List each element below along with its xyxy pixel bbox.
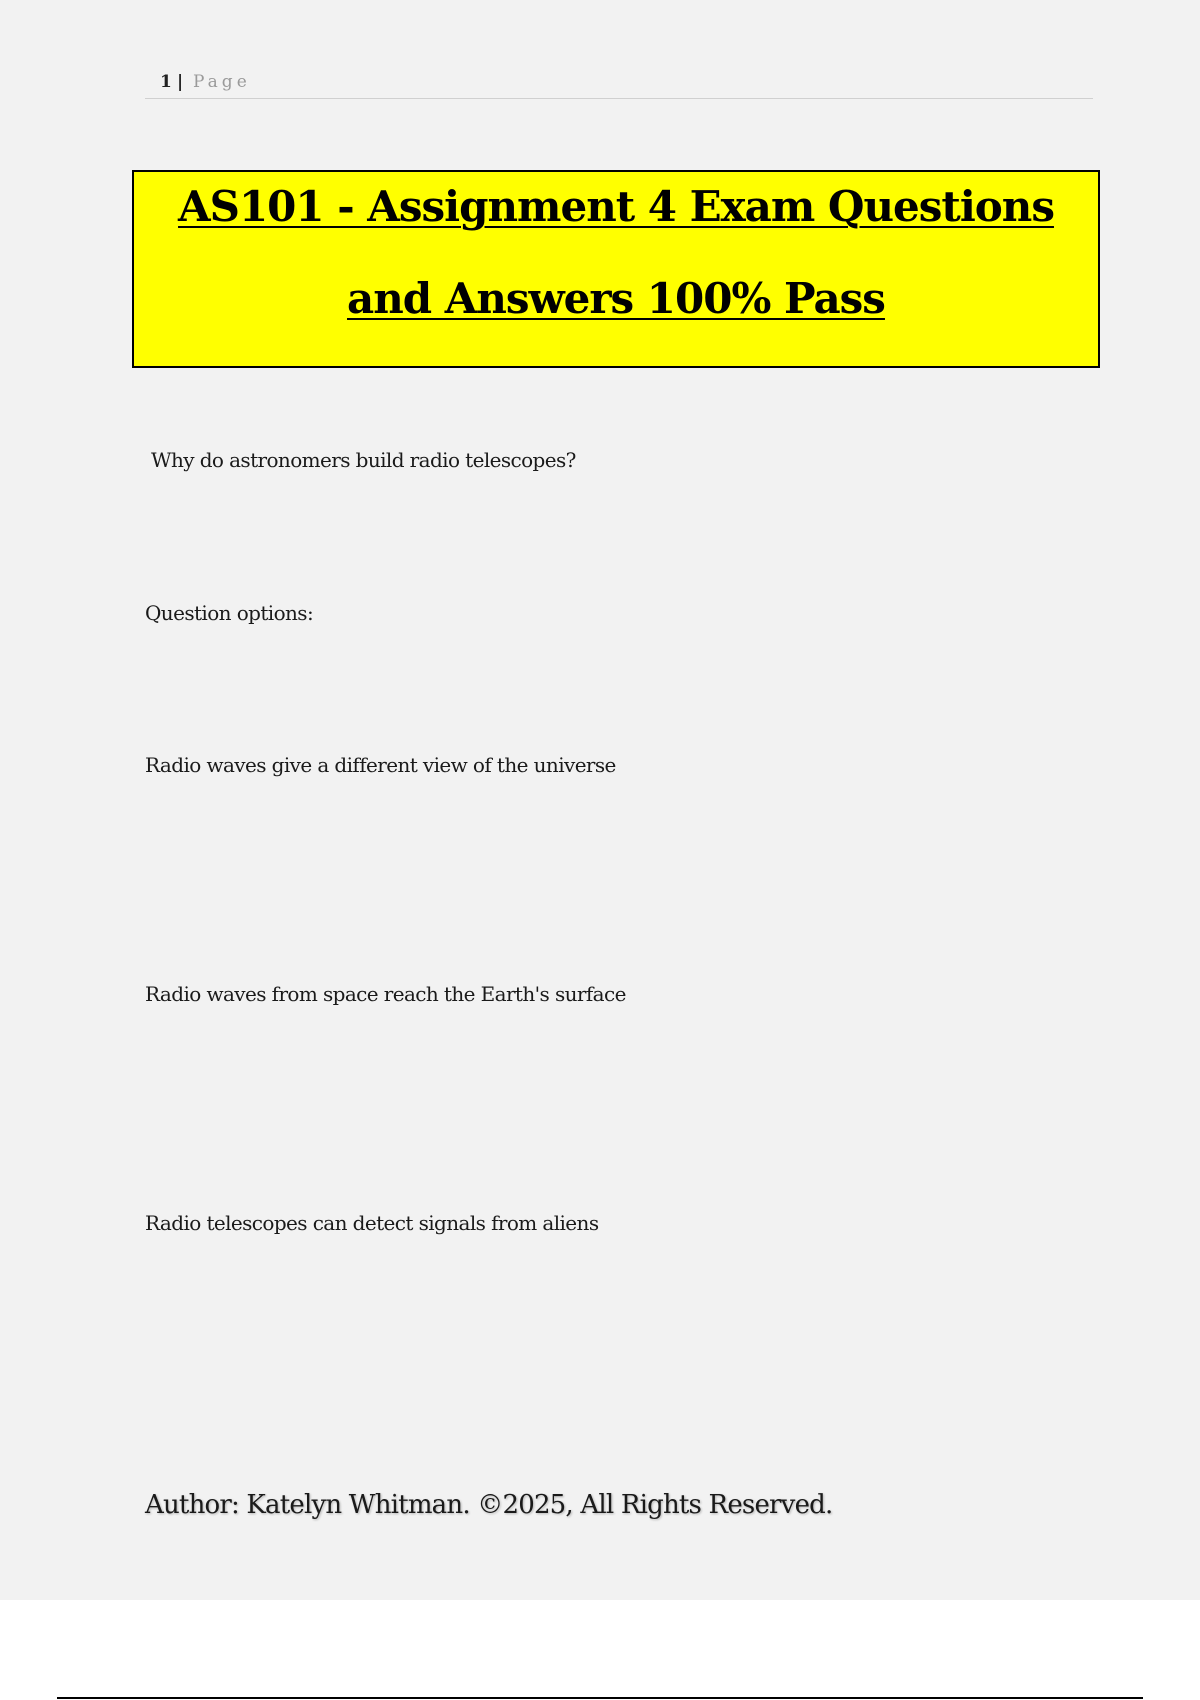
bottom-divider [57,1697,1143,1699]
author-footer: Author: Katelyn Whitman. ©2025, All Rights Reserved. [145,1490,833,1520]
page-word: Page [193,72,251,92]
option-item: Radio waves give a different view of the universe [145,753,616,777]
page-number: 1 [160,72,172,92]
question-options-label: Question options: [145,601,314,625]
title-box [132,170,1100,368]
question-text: Why do astronomers build radio telescopes? [151,448,576,472]
page-separator: | [177,72,184,92]
option-item: Radio telescopes can detect signals from aliens [145,1211,599,1235]
page-header [145,70,1093,99]
option-item: Radio waves from space reach the Earth's surface [145,982,626,1006]
title-line-2: and Answers 100% Pass [347,274,885,323]
title-line-1: AS101 - Assignment 4 Exam Questions [178,182,1054,231]
